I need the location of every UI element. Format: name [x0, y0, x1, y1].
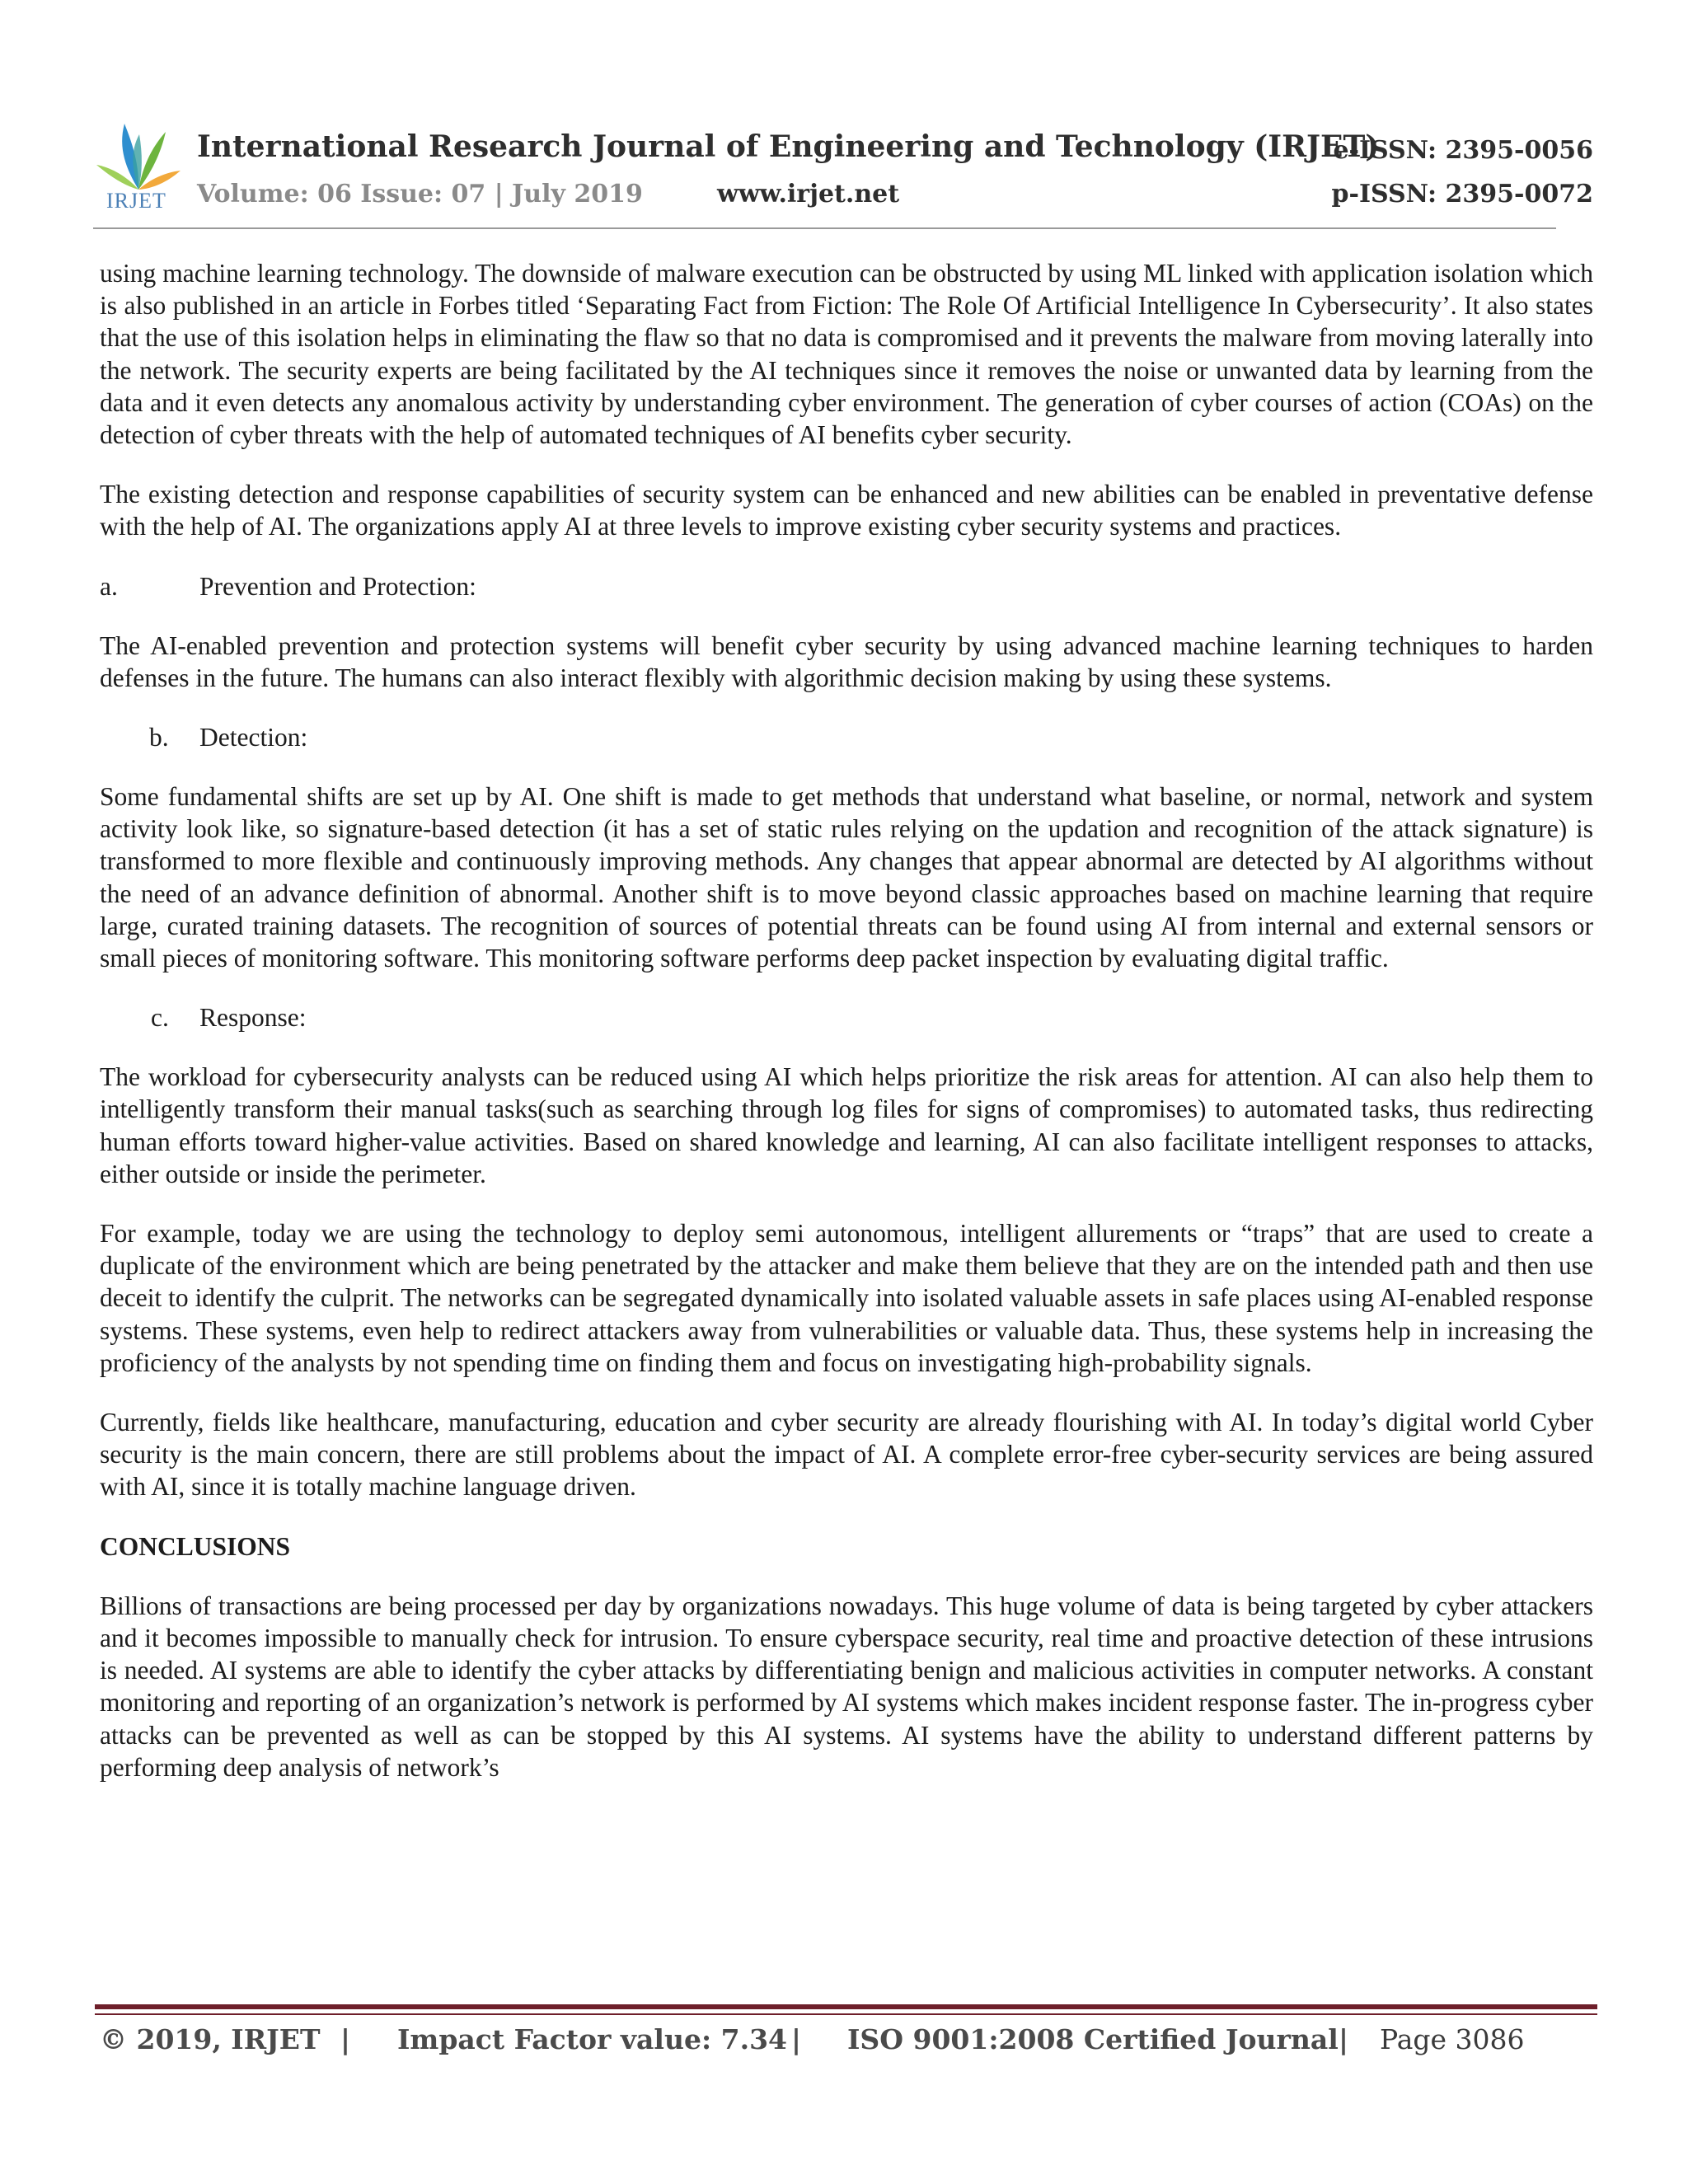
footer-copyright: © 2019, IRJET: [100, 2023, 321, 2055]
e-issn: e-ISSN: 2395-0056: [1333, 136, 1593, 165]
conclusions-heading: CONCLUSIONS: [100, 1531, 291, 1561]
paragraph-ml-isolation: using machine learning technology. The downside of malware execution can be obstructed by using ML linked with application isolation which is also published in an article in Forbes titled ‘Separating Fact from Fiction: The Role Of Artificial Intelligence In Cybersecurity’. It also states that the use of this isolation helps in eliminating the flaw so that no data is compromised and it prevents the malware from moving laterally into the network. The security experts are being facilitated by the AI techniques since it removes the noise or unwanted data by learning from the data and it even detects any anomalous activity by understanding cyber environment. The generation of cyber courses of action (COAs) on the detection of cyber threats with the help of automated techniques of AI benefits cyber security.: [100, 259, 1593, 450]
volume-issue: Volume: 06 Issue: 07 | July 2019: [197, 180, 643, 209]
list-marker: a.: [100, 571, 118, 601]
leaf-logo-icon: [93, 120, 184, 194]
paragraph-conclusions: Billions of transactions are being processed per day by organizations nowadays. This huge volume of data is being targeted by cyber attackers and it becomes impossible to manually check for intrusion. To ensure cyberspace security, real time and proactive detection of these intrusions is needed. AI systems are able to identify the cyber attacks by differentiating benign and malicious activities in computer networks. A constant monitoring and reporting of an organization’s network is performed by AI systems which makes incident response faster. The in-progress cyber attacks can be prevented as well as can be stopped by this AI systems. AI systems have the ability to understand different patterns by performing deep analysis of network’s: [100, 1591, 1593, 1782]
list-item-detection: [100, 721, 1593, 753]
footer-separator: |: [791, 2023, 802, 2055]
logo-text: IRJET: [106, 189, 166, 213]
journal-logo: [93, 120, 184, 214]
article-body: [100, 257, 1593, 1811]
footer-divider-thin: [95, 2013, 1597, 2015]
paragraph-response: The workload for cybersecurity analysts can be reduced using AI which helps prioritize the risk areas for attention. AI can also help them to intelligently transform their manual tasks(such as searching through log files for signs of compromises) to automated tasks, thus redirecting human efforts toward higher-value activities. Based on shared knowledge and learning, AI can also facilitate intelligent responses to attacks, either outside or inside the perimeter.: [100, 1062, 1593, 1188]
footer-divider-thick: [95, 2004, 1597, 2009]
paragraph-fields: Currently, fields like healthcare, manufacturing, education and cyber security are already flourishing with AI. In today’s digital world Cyber security is the main concern, there are still problems about the impact of AI. A complete error-free cyber-security services are being assured with AI, since it is totally machine language driven.: [100, 1408, 1593, 1502]
footer-separator: |: [1339, 2023, 1349, 2055]
paragraph-example: For example, today we are using the technology to deploy semi autonomous, intelligent allurements or “traps” that are used to create a duplicate of the environment which are being penetrated by the attacker and make them believe that they are on the intended path and then use deceit to identify the culprit. The networks can be segregated dynamically into isolated valuable assets in safe places using AI-enabled response systems. These systems, even help to redirect attackers away from vulnerabilities or valuable data. Thus, these systems help in increasing the proficiency of the analysts by not spending time on finding them and focus on investigating high-probability signals.: [100, 1219, 1593, 1377]
page-header: [93, 120, 1593, 231]
list-label: Response:: [199, 1003, 307, 1033]
footer-separator: |: [340, 2023, 351, 2055]
journal-website: www.irjet.net: [717, 180, 900, 209]
page-footer: [100, 2023, 1593, 2064]
list-marker: b.: [149, 723, 169, 752]
paragraph-prevention: The AI-enabled prevention and protection systems will benefit cyber security by using advanced machine learning techniques to harden defenses in the future. The humans can also interact flexibly with algorithmic decision making by using these systems.: [100, 630, 1593, 692]
list-item-prevention: [100, 570, 1593, 602]
footer-iso: ISO 9001:2008 Certified Journal: [847, 2023, 1339, 2055]
header-divider: [93, 227, 1556, 229]
footer-page-number: Page 3086: [1380, 2023, 1525, 2055]
list-label: Detection:: [199, 723, 308, 752]
paragraph-ai-levels: The existing detection and response capabilities of security system can be enhanced and new abilities can be enabled in preventative defense with the help of AI. The organizations apply AI at three levels to improve existing cyber security systems and practices.: [100, 480, 1593, 541]
list-label: Prevention and Protection:: [199, 571, 476, 601]
journal-title: International Research Journal of Engineering and Technology (IRJET): [197, 129, 1380, 164]
list-marker: c.: [151, 1003, 169, 1033]
list-item-response: [100, 1001, 1593, 1033]
p-issn: p-ISSN: 2395-0072: [1331, 180, 1593, 209]
footer-impact-factor: Impact Factor value: 7.34: [397, 2023, 787, 2055]
paragraph-detection: Some fundamental shifts are set up by AI. One shift is made to get methods that understand what baseline, or normal, network and system activity look like, so signature-based detection (it has a set of static rules relying on the updation and recognition of the attack signature) is transformed to more flexible and continuously improving methods. Any changes that appear abnormal are detected by AI algorithms without the need of an advance definition of abnormal. Another shift is to move beyond classic approaches based on machine learning that require large, curated training datasets. The recognition of sources of potential threats can be found using AI from internal and external sensors or small pieces of monitoring software. This monitoring software performs deep packet inspection by evaluating digital traffic.: [100, 782, 1593, 973]
